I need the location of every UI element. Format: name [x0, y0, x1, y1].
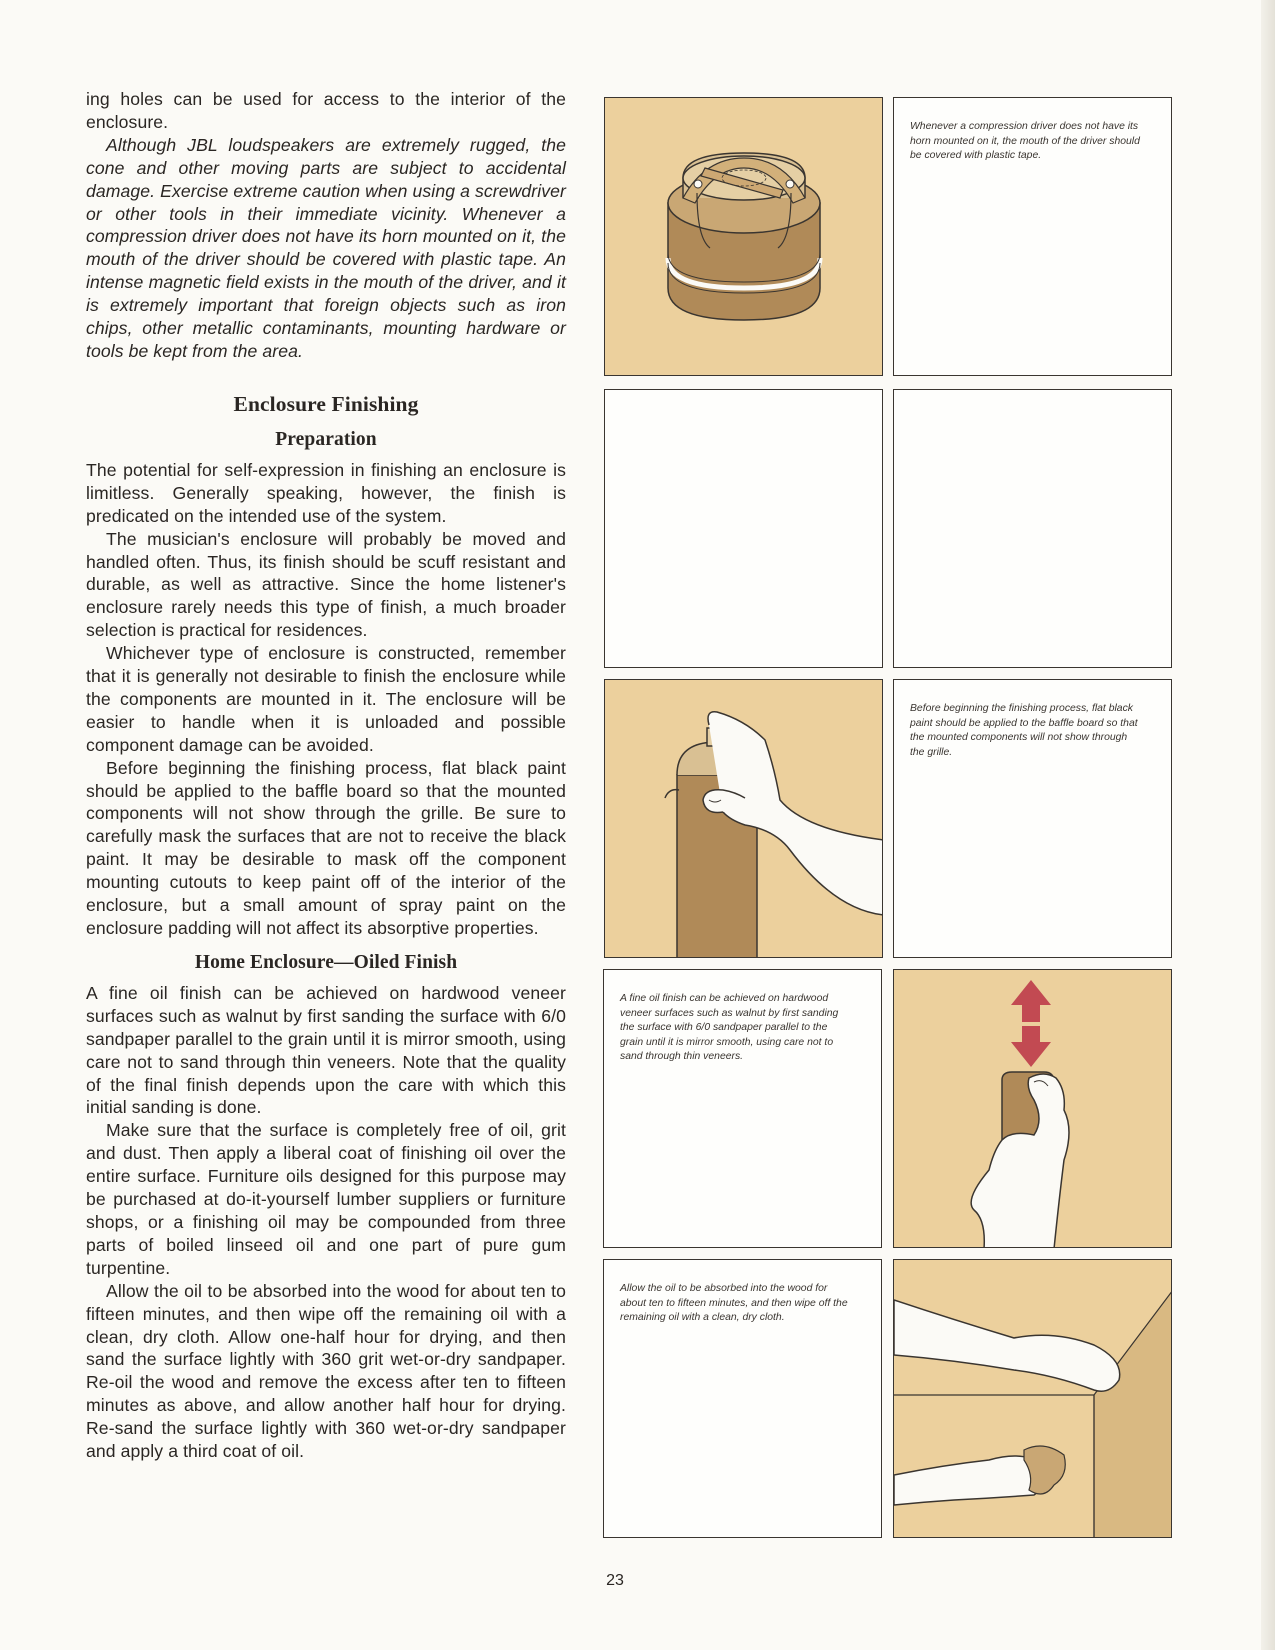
- body-text-column: [86, 88, 566, 1463]
- wiping-hands-icon: [894, 1260, 1172, 1538]
- oiled-paragraph-1: A fine oil finish can be achieved on hardwood veneer surfaces such as walnut by first sanding the surface with 6/0 sandpaper parallel to the grain until it is mirror smooth, using care not to sand through thin veneers. Note that the quality of the final finish depends upon the care with which this initial sanding is done.: [86, 982, 566, 1118]
- blank-panel-left: [604, 389, 883, 668]
- illustration-sanding: [893, 969, 1172, 1248]
- oiled-paragraph-2: Make sure that the surface is completely free of oil, grit and dust. Then apply a liberal coat of finishing oil over the entire surface. Furniture oils designed for this purpose may be purchased at do-it-yourself lumber suppliers or furniture shops, or a finishing oil may be compounded from three parts of boiled linseed oil and one part of pure gum turpentine.: [86, 1120, 566, 1278]
- caption-wipe-oil: Allow the oil to be absorbed into the wood for about ten to fifteen minutes, and then wipe off the remaining oil with a clean, dry cloth.: [620, 1283, 848, 1324]
- sanding-hand-icon: [894, 970, 1172, 1248]
- preparation-paragraph-1: The potential for self-expression in finishing an enclosure is limitless. Generally speaking, however, the finish is predicated on the intended use of the system.: [86, 459, 566, 526]
- subsection-title-oiled-finish: Home Enclosure—Oiled Finish: [194, 951, 458, 973]
- caption-panel-black-paint: [893, 679, 1172, 958]
- page-number: 23: [606, 1572, 624, 1589]
- up-arrow-icon: [1011, 980, 1051, 1022]
- page-edge: [1261, 0, 1275, 1650]
- section-title: Enclosure Finishing: [233, 391, 419, 416]
- blank-panel-right: [893, 389, 1172, 668]
- caption-panel-driver-tape: [893, 97, 1172, 376]
- preparation-paragraph-3: Whichever type of enclosure is constructed, remember that it is generally not desirable to finish the enclosure while the components are mounted in it. The enclosure will be easier to handle when it is unloaded and possible component damage can be avoided.: [86, 643, 566, 755]
- intro-paragraph-1: ing holes can be used for access to the interior of the enclosure.: [86, 89, 566, 132]
- oiled-paragraph-3: Allow the oil to be absorbed into the wood for about ten to fifteen minutes, and then wipe off the remaining oil with a clean, dry cloth. Allow one-half hour for drying, and then sand the surface lightly with 360 grit wet-or-dry sandpaper. Re-oil the wood and remove the excess after ten to fifteen minutes as above, and allow another half hour for drying. Re-sand the surface lightly with 360 wet-or-dry sandpaper and apply a third coat of oil.: [86, 1280, 566, 1462]
- illustration-driver-tape: [604, 97, 883, 376]
- caption-panel-wipe-oil: [603, 1259, 882, 1538]
- preparation-paragraph-4: Before beginning the finishing process, flat black paint should be applied to the baffle board so that the mounted components will not show through the grille. Be sure to carefully mask the surfaces that are not to receive the black paint. It may be desirable to mask off the component mounting cutouts to keep paint off of the interior of the enclosure, but a small amount of spray paint on the enclosure padding will not affect its absorptive properties.: [86, 757, 566, 938]
- subsection-title-preparation: Preparation: [275, 428, 377, 450]
- caption-panel-sanding: [603, 969, 882, 1248]
- intro-paragraph-2: Although JBL loudspeakers are extremely rugged, the cone and other moving parts are subject to accidental damage. Exercise extreme caution when using a screwdriver or other tools in their immediate vicinity. Whenever a compression driver does not have its horn mounted on it, the mouth of the driver should be covered with plastic tape. An intense magnetic field exists in the mouth of the driver, and it is extremely important that foreign objects such as iron chips, other metallic contaminants, mounting hardware or tools be kept from the area.: [86, 134, 566, 361]
- down-arrow-icon: [1011, 1026, 1051, 1067]
- compression-driver-icon: [605, 98, 883, 376]
- caption-sanding: A fine oil finish can be achieved on hardwood veneer surfaces such as walnut by first sanding the surface with 6/0 sandpaper parallel to the grain until it is mirror smooth, using care not to sand through thin veneers.: [620, 993, 839, 1063]
- caption-black-paint: Before beginning the finishing process, flat black paint should be applied to the baffle board so that the mounted components will not show through the grille.: [910, 703, 1138, 758]
- spray-can-hand-icon: [605, 680, 883, 958]
- illustration-spray-paint: [604, 679, 883, 958]
- caption-driver-tape: Whenever a compression driver does not have its horn mounted on it, the mouth of the driver should be covered with plastic tape.: [910, 121, 1140, 162]
- illustration-wipe-oil: [893, 1259, 1172, 1538]
- preparation-paragraph-2: The musician's enclosure will probably be moved and handled often. Thus, its finish should be scuff resistant and durable, as well as attractive. Since the home listener's enclosure rarely needs this type of finish, a much broader selection is practical for residences.: [86, 528, 566, 641]
